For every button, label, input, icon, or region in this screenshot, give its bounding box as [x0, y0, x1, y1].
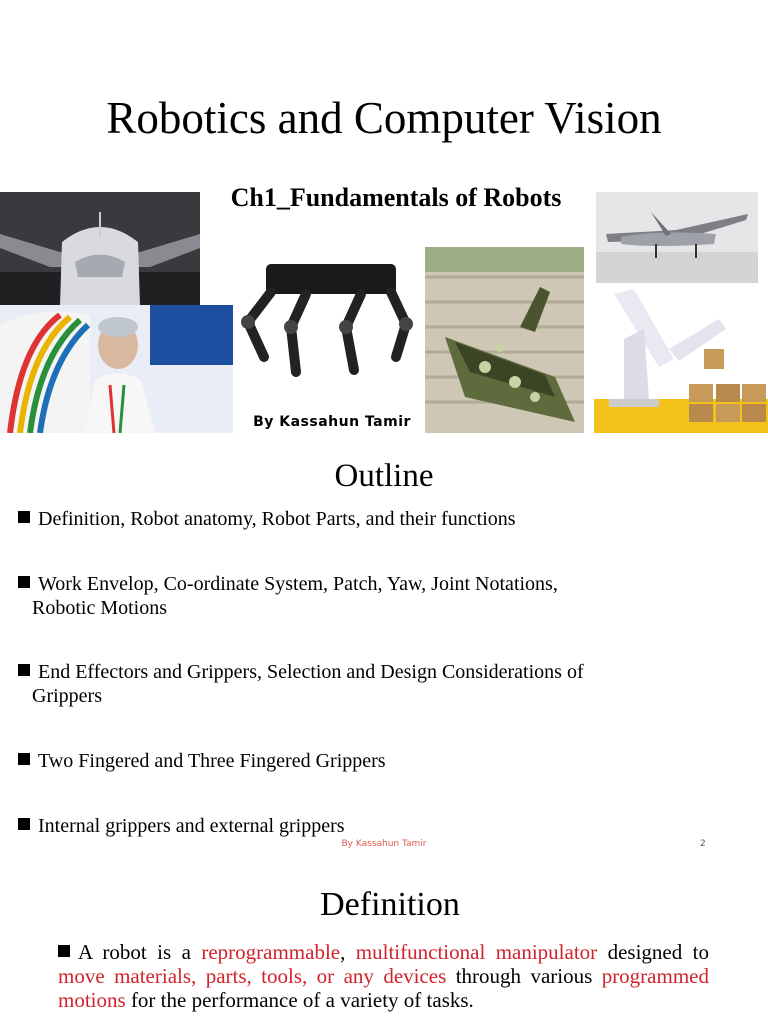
footer-author: By Kassahun Tamir: [341, 839, 427, 849]
author-label: By Kassahun Tamir: [253, 414, 411, 430]
bullet-square-icon: [18, 753, 30, 765]
definition-heading: Definition: [320, 886, 460, 923]
tracked-robot-photo: [425, 247, 584, 433]
outline-item: Work Envelop, Co-ordinate System, Patch, Yaw, Joint Notations, Robotic Motions: [18, 572, 678, 620]
outline-item: Definition, Robot anatomy, Robot Parts, and their functions: [18, 507, 678, 531]
definition-paragraph: A robot is a reprogrammable, multifunctional manipulator designed to move materials, parts, tools, or any devices through various programmed motions for the performance of a variety of tasks.: [58, 940, 709, 1012]
bullet-square-icon: [58, 945, 70, 957]
bullet-square-icon: [18, 664, 30, 676]
spaceplane-photo: [0, 192, 200, 305]
humanoid-robot-photo: [0, 305, 233, 433]
outline-item: Two Fingered and Three Fingered Grippers: [18, 749, 678, 773]
bullet-square-icon: [18, 511, 30, 523]
slide-title: Robotics and Computer Vision: [106, 93, 662, 143]
bullet-square-icon: [18, 576, 30, 588]
outline-heading: Outline: [334, 458, 434, 494]
bullet-square-icon: [18, 818, 30, 830]
outline-item: End Effectors and Grippers, Selection and Design Considerations of Grippers: [18, 660, 678, 708]
quadruped-robot-photo: [236, 252, 422, 387]
drone-photo: [596, 192, 758, 283]
industrial-arm-photo: [594, 289, 768, 433]
slide-subtitle: Ch1_Fundamentals of Robots: [230, 183, 562, 212]
page-number: 2: [700, 839, 706, 849]
outline-item: Internal grippers and external grippers: [18, 814, 678, 838]
